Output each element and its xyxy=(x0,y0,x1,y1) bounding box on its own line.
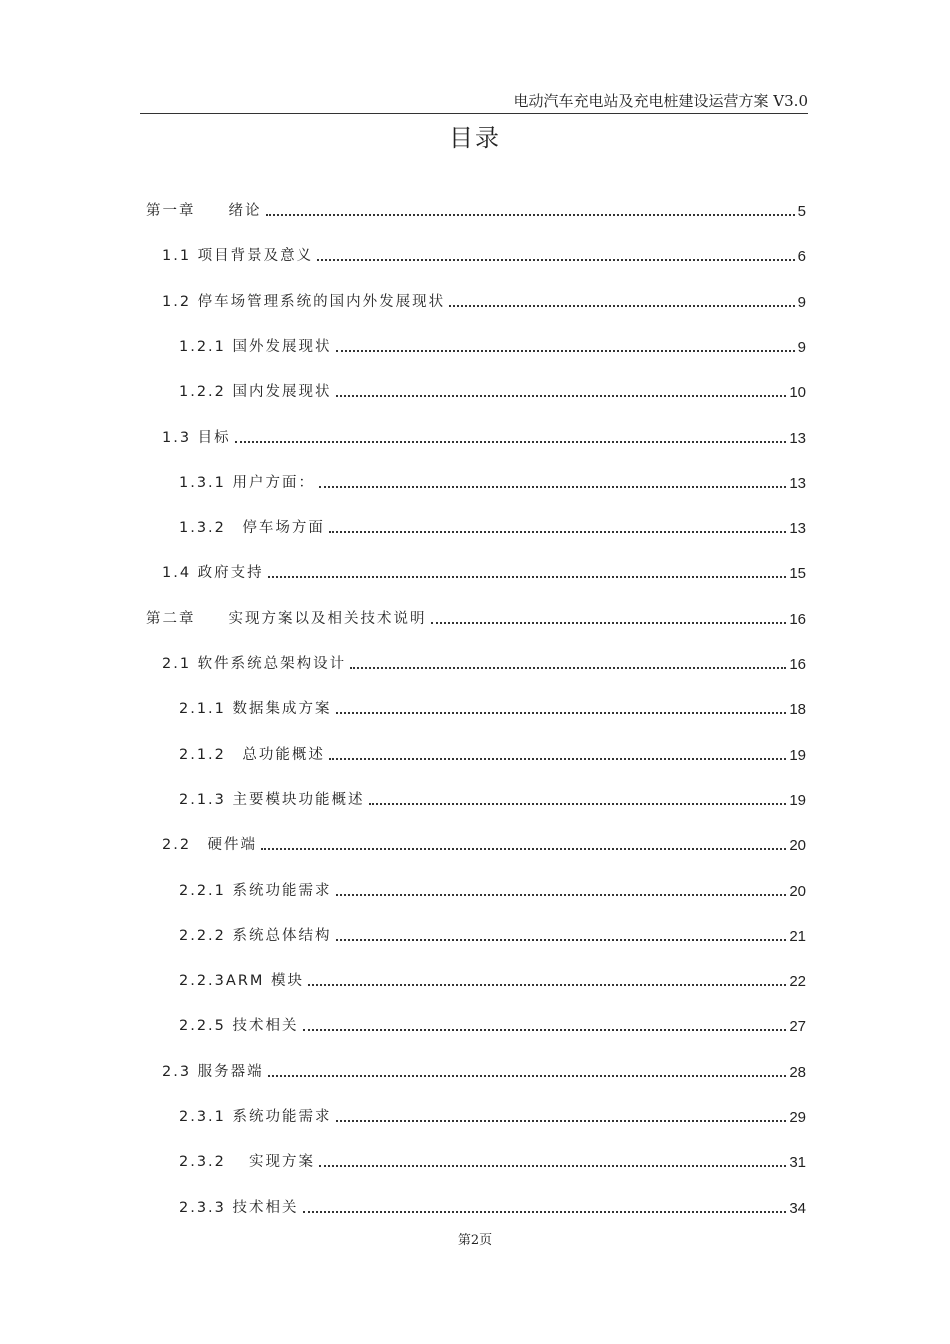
toc-dot-leader xyxy=(319,1165,786,1167)
toc-dot-leader xyxy=(268,1075,787,1077)
toc-entry[interactable] xyxy=(179,696,806,718)
toc-entry-page-number: 31 xyxy=(789,1154,806,1171)
toc-entry[interactable] xyxy=(179,742,806,764)
toc-title: 目录 xyxy=(449,124,501,152)
toc-dot-leader xyxy=(329,758,786,760)
toc-entry-label: 2.3 服务器端 xyxy=(162,1064,264,1080)
toc-dot-leader xyxy=(329,531,786,533)
toc-entry-label: 1.2 停车场管理系统的国内外发展现状 xyxy=(162,294,446,310)
toc-entry[interactable] xyxy=(179,1195,806,1217)
toc-entry[interactable] xyxy=(162,560,806,582)
toc-entry[interactable] xyxy=(179,379,806,401)
toc-dot-leader xyxy=(336,712,787,714)
toc-entry-page-number: 10 xyxy=(789,384,806,401)
toc-entry[interactable] xyxy=(162,651,806,673)
toc-entry-label: 1.3.2 停车场方面 xyxy=(179,520,325,536)
toc-dot-leader xyxy=(266,214,795,216)
toc-entry[interactable] xyxy=(162,1059,806,1081)
toc-dot-leader xyxy=(336,939,787,941)
toc-dot-leader xyxy=(336,894,787,896)
toc-entry-label: 2.2.3ARM 模块 xyxy=(179,973,305,989)
toc-entry-page-number: 20 xyxy=(789,883,806,900)
toc-entry-page-number: 5 xyxy=(797,203,806,220)
toc-entry[interactable] xyxy=(179,515,806,537)
toc-entry[interactable] xyxy=(146,606,806,628)
toc-dot-leader xyxy=(303,1029,787,1031)
toc-entry[interactable] xyxy=(179,470,806,492)
toc-dot-leader xyxy=(319,486,786,488)
toc-dot-leader xyxy=(336,395,787,397)
running-header: 电动汽车充电站及充电桩建设运营方案 V3.0 xyxy=(513,92,808,110)
page-number-footer: 第2页 xyxy=(457,1233,493,1248)
toc-dot-leader xyxy=(261,848,786,850)
toc-dot-leader xyxy=(350,667,786,669)
toc-entry-page-number: 13 xyxy=(789,520,806,537)
toc-entry[interactable] xyxy=(179,1149,806,1171)
toc-dot-leader xyxy=(308,984,786,986)
toc-entry-page-number: 27 xyxy=(789,1018,806,1035)
toc-entry-page-number: 19 xyxy=(789,747,806,764)
toc-entry-page-number: 13 xyxy=(789,475,806,492)
toc-entry-label: 1.3 目标 xyxy=(162,430,231,446)
toc-entry-label: 2.1.3 主要模块功能概述 xyxy=(179,792,365,808)
toc-entry-label: 2.1 软件系统总架构设计 xyxy=(162,656,347,672)
toc-entry-label: 2.1.2 总功能概述 xyxy=(179,747,325,763)
toc-entry-page-number: 21 xyxy=(789,928,806,945)
toc-entry[interactable] xyxy=(179,787,806,809)
toc-entry-label: 2.2.2 系统总体结构 xyxy=(179,928,332,944)
toc-entry-label: 2.3.1 系统功能需求 xyxy=(179,1109,332,1125)
toc-dot-leader xyxy=(431,622,787,624)
toc-entry-label: 1.3.1 用户方面： xyxy=(179,475,316,491)
toc-entry-label: 2.2.1 系统功能需求 xyxy=(179,883,332,899)
toc-dot-leader xyxy=(369,803,787,805)
toc-dot-leader xyxy=(317,259,794,261)
toc-entry[interactable] xyxy=(179,1013,806,1035)
toc-entry-label: 2.1.1 数据集成方案 xyxy=(179,701,332,717)
toc-entry-label: 第一章 绪论 xyxy=(146,203,262,219)
toc-entry-page-number: 22 xyxy=(789,973,806,990)
toc-entry-page-number: 9 xyxy=(797,339,806,356)
toc-entry[interactable] xyxy=(179,968,806,990)
toc-entry-page-number: 20 xyxy=(789,837,806,854)
toc-entry-label: 1.2.2 国内发展现状 xyxy=(179,384,332,400)
toc-entry-page-number: 16 xyxy=(789,611,806,628)
toc-entry-label: 2.3.2 实现方案 xyxy=(179,1154,316,1170)
toc-entry-page-number: 9 xyxy=(797,294,806,311)
header-rule xyxy=(140,113,808,114)
toc-dot-leader xyxy=(303,1211,787,1213)
toc-entry[interactable] xyxy=(179,334,806,356)
toc-entry-label: 2.2 硬件端 xyxy=(162,837,258,853)
toc-entry-page-number: 6 xyxy=(797,248,806,265)
toc-entry[interactable] xyxy=(179,878,806,900)
toc-entry-page-number: 16 xyxy=(789,656,806,673)
toc-entry-page-number: 34 xyxy=(789,1200,806,1217)
toc-dot-leader xyxy=(449,305,794,307)
toc-entry-page-number: 18 xyxy=(789,701,806,718)
toc-entry-label: 2.2.5 技术相关 xyxy=(179,1018,299,1034)
toc-entry-page-number: 19 xyxy=(789,792,806,809)
toc-entry[interactable] xyxy=(179,923,806,945)
toc-entry[interactable] xyxy=(179,1104,806,1126)
toc-entry[interactable] xyxy=(146,198,806,220)
toc-entry-page-number: 29 xyxy=(789,1109,806,1126)
toc-dot-leader xyxy=(268,576,787,578)
toc-entry-label: 1.1 项目背景及意义 xyxy=(162,248,314,264)
toc-entry[interactable] xyxy=(162,832,806,854)
toc-entry-label: 2.3.3 技术相关 xyxy=(179,1200,299,1216)
toc-entry-page-number: 28 xyxy=(789,1064,806,1081)
toc-entry-label: 1.2.1 国外发展现状 xyxy=(179,339,332,355)
toc-dot-leader xyxy=(235,441,787,443)
toc-entry-page-number: 15 xyxy=(789,565,806,582)
toc-entry[interactable] xyxy=(162,289,806,311)
toc-entry[interactable] xyxy=(162,243,806,265)
toc-entry[interactable] xyxy=(162,425,806,447)
toc-entry-page-number: 13 xyxy=(789,430,806,447)
toc-entry-label: 1.4 政府支持 xyxy=(162,565,264,581)
toc-entry-label: 第二章 实现方案以及相关技术说明 xyxy=(146,611,427,627)
toc-dot-leader xyxy=(336,1120,787,1122)
toc-dot-leader xyxy=(336,350,795,352)
